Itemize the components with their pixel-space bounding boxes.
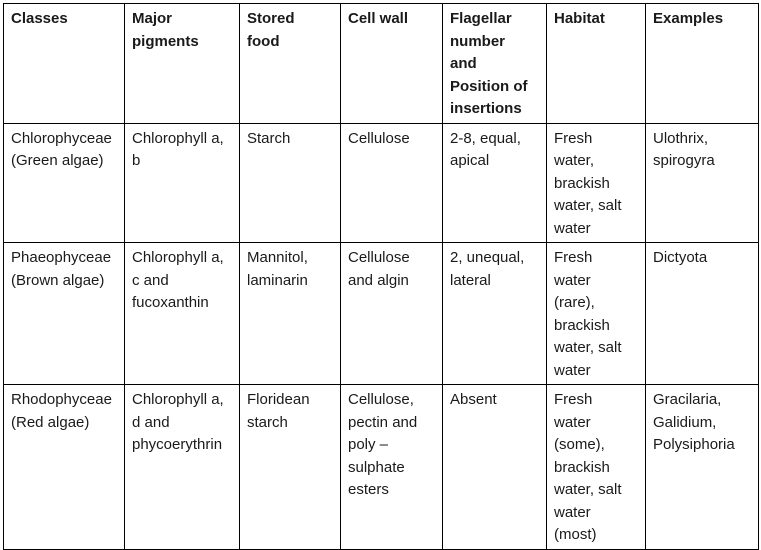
header-habitat: Habitat <box>547 4 646 124</box>
cell-examples: Gracilaria, Galidium, Polysiphoria <box>646 385 759 550</box>
cell-pigments: Chlorophyll a, c and fucoxanthin <box>125 243 240 385</box>
cell-habitat: Fresh water (some), brackish water, salt water (most) <box>547 385 646 550</box>
header-classes: Classes <box>4 4 125 124</box>
header-cell-wall: Cell wall <box>341 4 443 124</box>
cell-flagellar: 2, unequal, lateral <box>443 243 547 385</box>
cell-examples: Dictyota <box>646 243 759 385</box>
cell-cell-wall: Cellulose, pectin and poly – sulphate esters <box>341 385 443 550</box>
cell-cell-wall: Cellulose <box>341 123 443 243</box>
cell-class: Rhodophyceae (Red algae) <box>4 385 125 550</box>
table-header-row <box>4 4 759 124</box>
cell-flagellar: 2-8, equal, apical <box>443 123 547 243</box>
header-flagellar: Flagellar number and Position of insertions <box>443 4 547 124</box>
cell-stored-food: Floridean starch <box>240 385 341 550</box>
table-row <box>4 385 759 550</box>
cell-class: Chlorophyceae (Green algae) <box>4 123 125 243</box>
cell-flagellar: Absent <box>443 385 547 550</box>
algae-classification-table <box>3 3 759 550</box>
table-row <box>4 123 759 243</box>
cell-stored-food: Mannitol, laminarin <box>240 243 341 385</box>
cell-class: Phaeophyceae (Brown algae) <box>4 243 125 385</box>
header-examples: Examples <box>646 4 759 124</box>
cell-examples: Ulothrix, spirogyra <box>646 123 759 243</box>
cell-habitat: Fresh water (rare), brackish water, salt water <box>547 243 646 385</box>
cell-pigments: Chlorophyll a, b <box>125 123 240 243</box>
header-major-pigments: Major pigments <box>125 4 240 124</box>
cell-pigments: Chlorophyll a, d and phycoerythrin <box>125 385 240 550</box>
cell-habitat: Fresh water, brackish water, salt water <box>547 123 646 243</box>
cell-stored-food: Starch <box>240 123 341 243</box>
header-stored-food: Stored food <box>240 4 341 124</box>
table-row <box>4 243 759 385</box>
cell-cell-wall: Cellulose and algin <box>341 243 443 385</box>
